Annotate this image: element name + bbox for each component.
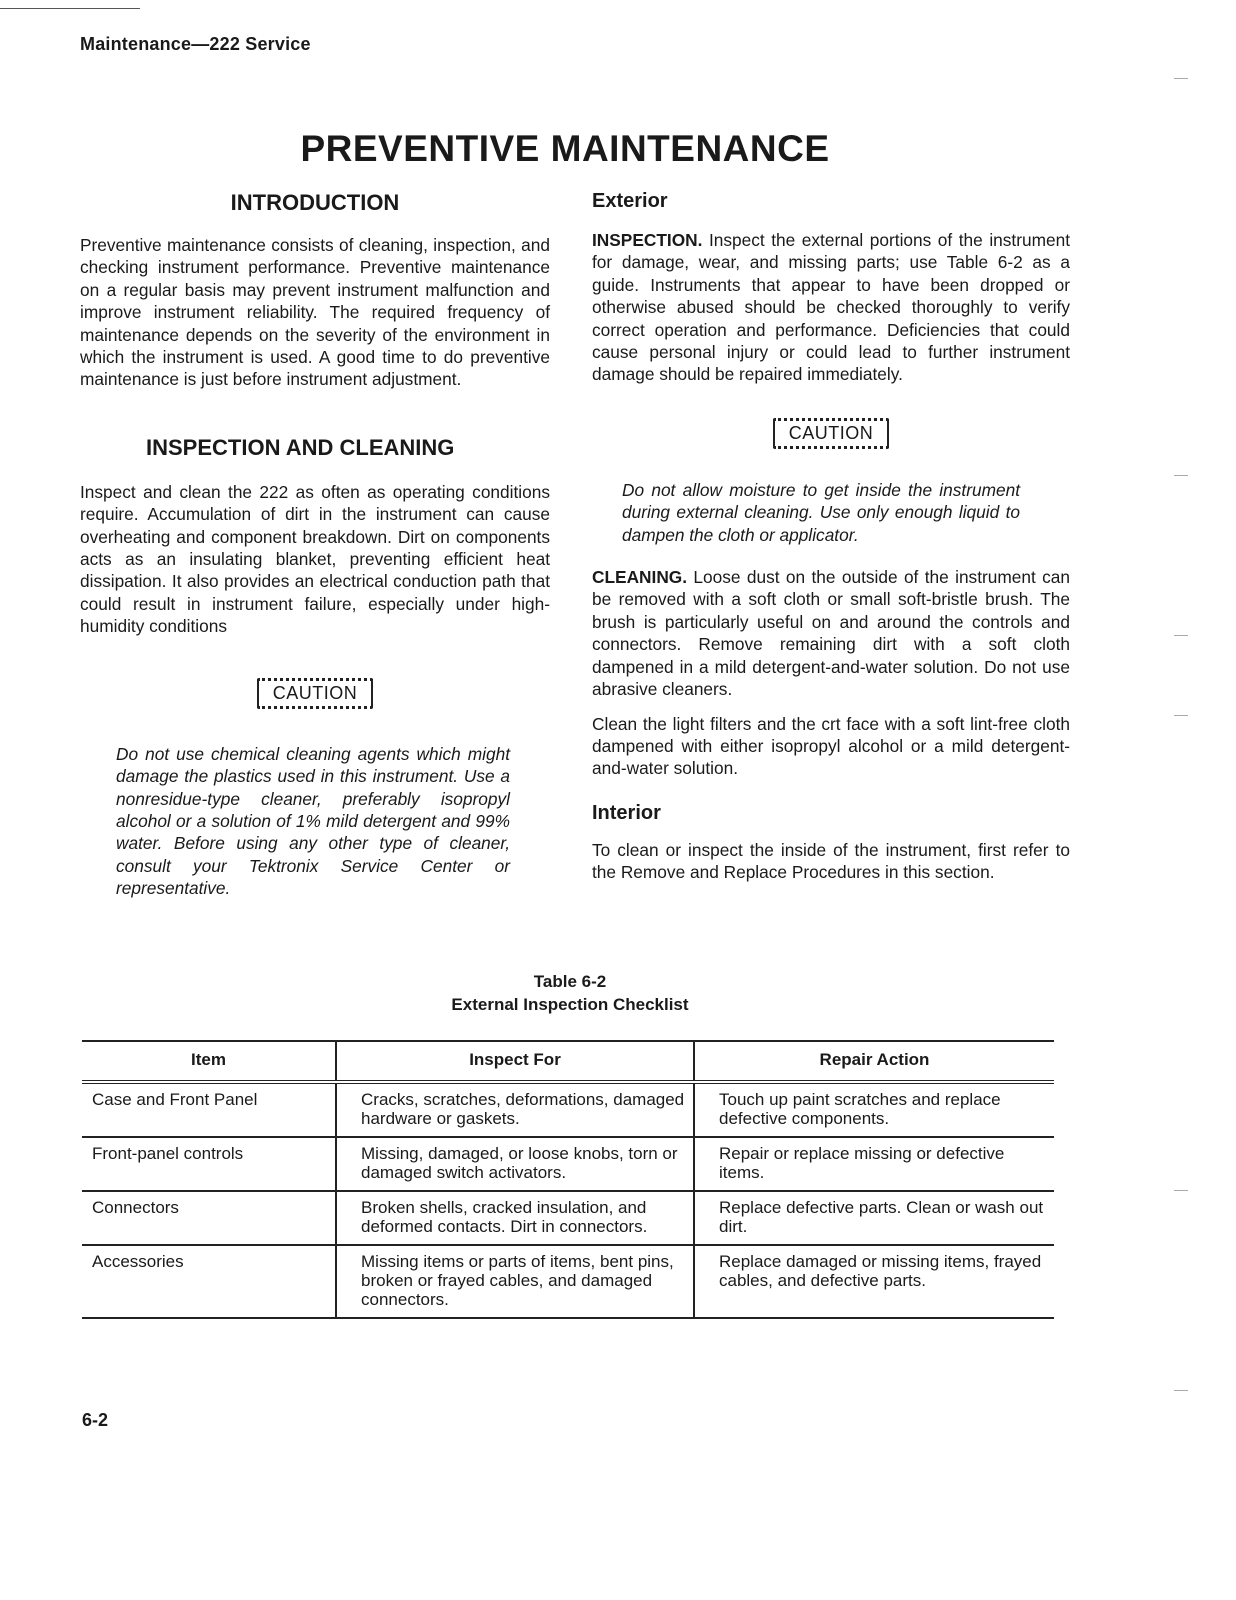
table-row: [82, 1245, 1054, 1318]
column-header-repair-action: Repair Action: [694, 1041, 1054, 1082]
table-cell-inspect-for: Missing, damaged, or loose knobs, torn or damaged switch activators.: [336, 1137, 694, 1191]
caution-label: CAUTION: [257, 678, 374, 709]
table-row: [82, 1082, 1054, 1137]
inspection-checklist-table: [82, 1040, 1054, 1319]
inspection-lead: INSPECTION.: [592, 230, 703, 250]
introduction-body: Preventive maintenance consists of cleaning, inspection, and checking instrument performance. Preventive maintenance on a regular basis may prevent instrument malfunction and improve instrument reliability. The required frequency of maintenance depends on the severity of the environment in which the instrument is used. A good time to do preventive maintenance is just before instrument adjustment.: [80, 235, 550, 390]
caution-label: CAUTION: [773, 418, 890, 449]
inspection-body: Inspect the external portions of the instrument for damage, wear, and missing parts; use Table 6-2 as a guide. Instruments that appear to have been dropped or otherwise abused should be checked thoroughly to verify correct operation and performance. Deficiencies that could cause personal injury or could lead to further instrument damage should be repaired immediately.: [592, 230, 1070, 385]
table-cell-repair-action: Repair or replace missing or defective items.: [694, 1137, 1054, 1191]
table-header-row: [82, 1041, 1054, 1082]
table-cell-repair-action: Replace damaged or missing items, frayed cables, and defective parts.: [694, 1245, 1054, 1318]
cleaning-body-2: Clean the light filters and the crt face with a soft lint-free cloth dampened with either isopropyl alcohol or a mild detergent-and-water solution.: [592, 713, 1070, 779]
table-title: External Inspection Checklist: [451, 995, 689, 1014]
caution-box-left: [80, 678, 550, 709]
interior-body: To clean or inspect the inside of the instrument, first refer to the Remove and Replace Procedures in this section.: [592, 839, 1070, 883]
caution-text-right: Do not allow moisture to get inside the instrument during external cleaning. Use only enough liquid to dampen the cloth or applicator.: [622, 479, 1020, 545]
scan-margin-mark: [1174, 475, 1188, 476]
table-cell-item: Accessories: [82, 1245, 336, 1318]
scan-edge-line: [0, 8, 140, 9]
table-cell-inspect-for: Cracks, scratches, deformations, damaged hardware or gaskets.: [336, 1082, 694, 1137]
introduction-heading: INTRODUCTION: [230, 190, 400, 215]
table-cell-item: Connectors: [82, 1191, 336, 1245]
caution-text-left: Do not use chemical cleaning agents which might damage the plastics used in this instrument. Use a nonresidue-type cleaner, preferably isopropyl alcohol or a solution of 1% mild detergent and 99% water. Before using any other type of cleaner, consult your Tektronix Service Center or representative.: [116, 743, 510, 899]
inspection-cleaning-heading: INSPECTION AND CLEANING: [146, 434, 455, 460]
inspection-cleaning-body: Inspect and clean the 222 as often as operating conditions require. Accumulation of dirt in the instrument can cause overheating and component breakdown. Dirt on components acts as an insulating blanket, preventing efficient heat dissipation. It also provides an electrical conduction path that could result in instrument failure, especially under high-humidity conditions: [80, 481, 550, 637]
running-head: Maintenance—222 Service: [80, 34, 311, 54]
exterior-heading: Exterior: [592, 190, 668, 212]
table-cell-repair-action: Replace defective parts. Clean or wash out dirt.: [694, 1191, 1054, 1245]
column-header-inspect-for: Inspect For: [336, 1041, 694, 1082]
page-number: 6-2: [82, 1410, 109, 1430]
table-cell-item: Front-panel controls: [82, 1137, 336, 1191]
scan-margin-mark: [1174, 635, 1188, 636]
scan-margin-mark: [1174, 78, 1188, 79]
column-header-item: Item: [82, 1041, 336, 1082]
table-number: Table 6-2: [533, 972, 607, 991]
scan-margin-mark: [1174, 1190, 1188, 1191]
left-column: [80, 190, 550, 900]
table-row: [82, 1137, 1054, 1191]
caution-box-right: [592, 418, 1070, 449]
table-caption: [380, 970, 760, 1016]
right-column: [592, 190, 1070, 884]
cleaning-lead: CLEANING.: [592, 567, 688, 588]
table-row: [82, 1191, 1054, 1245]
table-cell-inspect-for: Broken shells, cracked insulation, and deformed contacts. Dirt in connectors.: [336, 1191, 694, 1245]
cleaning-body: Loose dust on the outside of the instrument can be removed with a soft cloth or small soft-bristle brush. The brush is particularly useful on and around the controls and connectors. Remove remaining dirt with a soft cloth dampened in a mild detergent-and-water solution. Do not use abrasive cleaners.: [592, 567, 1070, 700]
interior-heading: Interior: [592, 801, 661, 824]
table-cell-repair-action: Touch up paint scratches and replace defective components.: [694, 1082, 1054, 1137]
exterior-cleaning-paragraph: [592, 566, 1070, 700]
scan-margin-mark: [1174, 1390, 1188, 1391]
scan-margin-mark: [1174, 715, 1188, 716]
table-cell-item: Case and Front Panel: [82, 1082, 336, 1137]
page-title: PREVENTIVE MAINTENANCE: [300, 128, 830, 169]
table-cell-inspect-for: Missing items or parts of items, bent pins, broken or frayed cables, and damaged connectors.: [336, 1245, 694, 1318]
exterior-inspection-paragraph: [592, 229, 1070, 386]
